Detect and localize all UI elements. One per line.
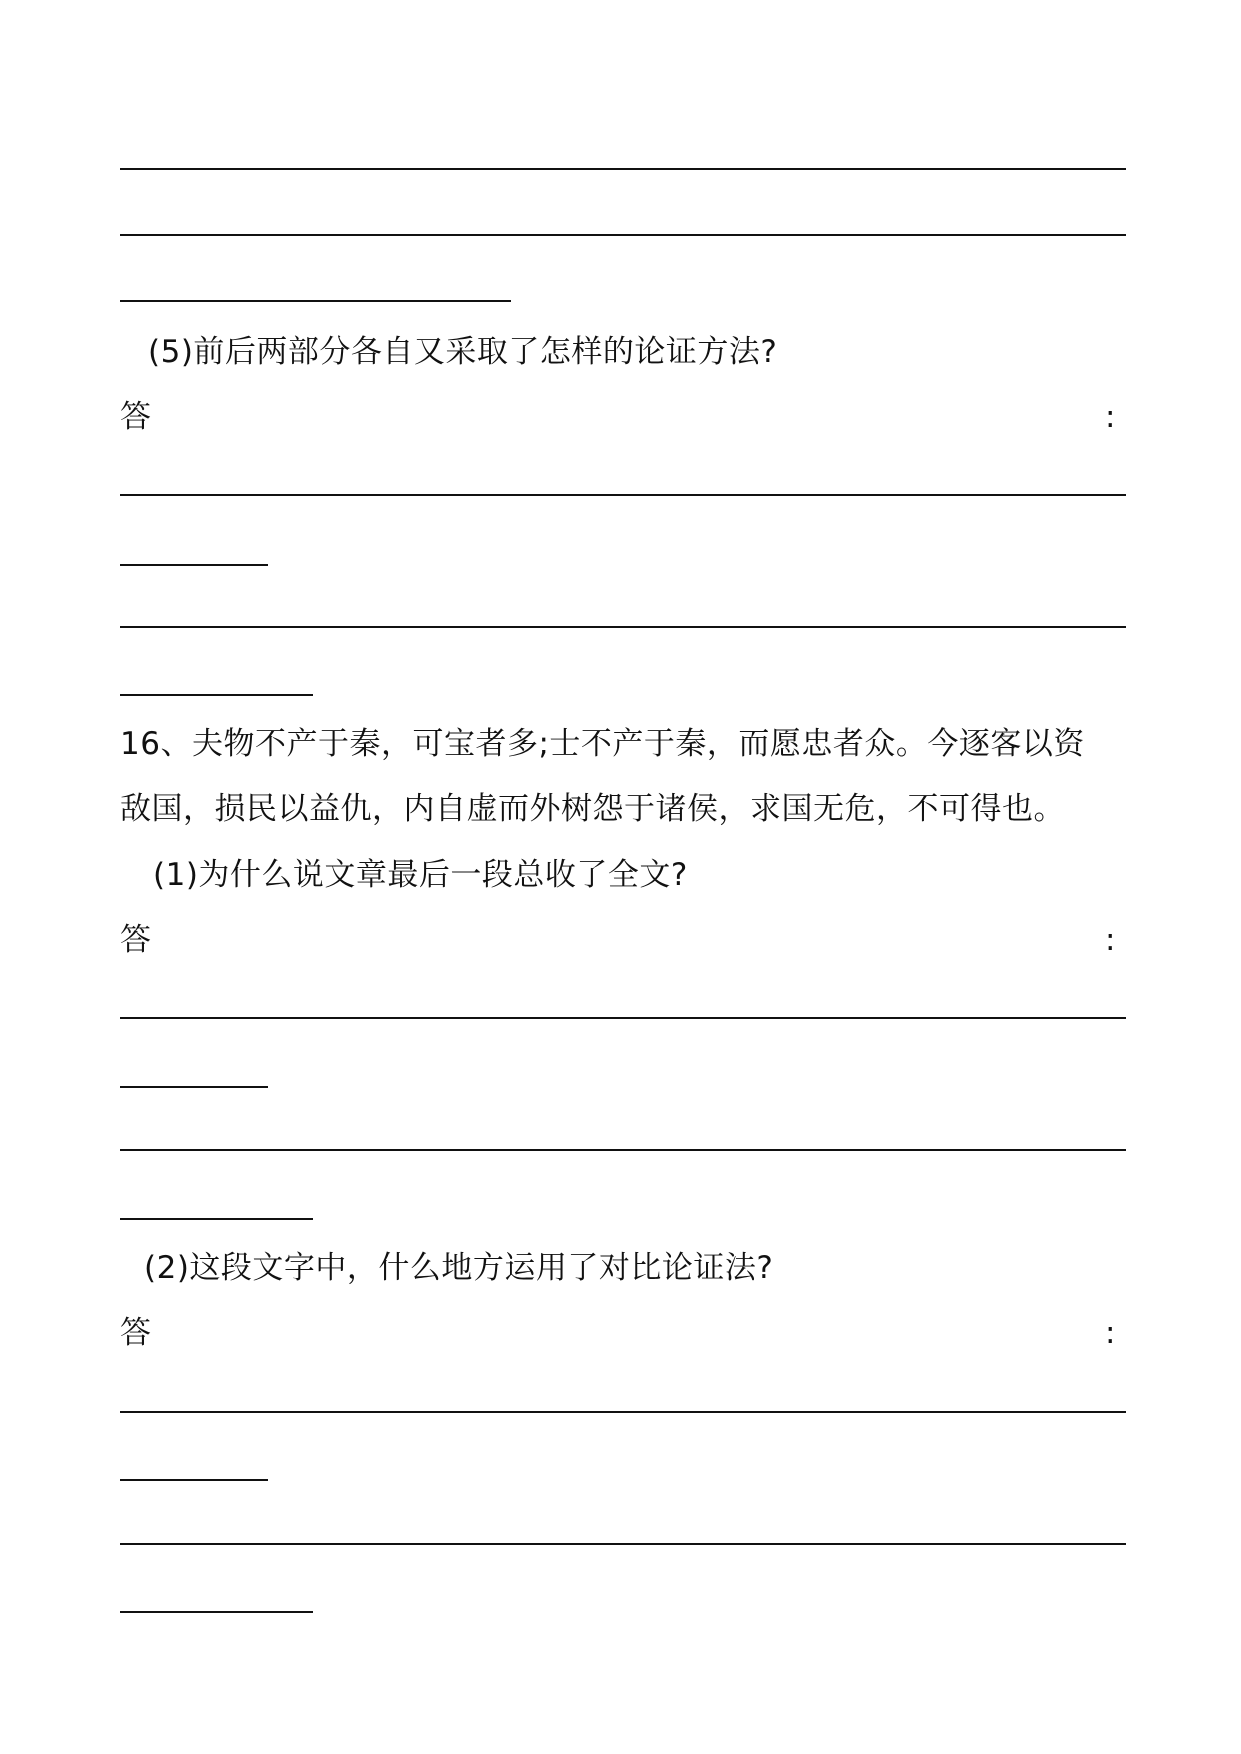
answer-line-short xyxy=(120,1218,313,1220)
answer-label: 答 xyxy=(120,1315,152,1351)
answer-line xyxy=(120,234,1126,236)
passage-line: 敌国，损民以益仇，内自虚而外树怨于诸侯，求国无危，不可得也。 xyxy=(120,791,1065,827)
answer-line-short xyxy=(120,1479,268,1481)
answer-colon: : xyxy=(1105,1315,1116,1351)
answer-colon: : xyxy=(1105,922,1116,958)
answer-colon: : xyxy=(1105,399,1116,435)
answer-line xyxy=(120,1149,1126,1151)
answer-line xyxy=(120,1411,1126,1413)
passage-line: 16、夫物不产于秦，可宝者多;士不产于秦，而愿忠者众。今逐客以资 xyxy=(120,726,1085,762)
question-2: (2)这段文字中，什么地方运用了对比论证法? xyxy=(144,1250,774,1286)
question-1: (1)为什么说文章最后一段总收了全文? xyxy=(153,857,688,893)
answer-line xyxy=(120,626,1126,628)
answer-label: 答 xyxy=(120,922,152,958)
answer-line xyxy=(120,1017,1126,1019)
answer-line-short xyxy=(120,564,268,566)
answer-line xyxy=(120,494,1126,496)
answer-line xyxy=(120,1543,1126,1545)
answer-label: 答 xyxy=(120,399,152,435)
question-5: (5)前后两部分各自又采取了怎样的论证方法? xyxy=(148,334,778,370)
answer-line xyxy=(120,168,1126,170)
answer-line-short xyxy=(120,300,511,302)
answer-line-short xyxy=(120,1611,313,1613)
answer-line-short xyxy=(120,1086,268,1088)
answer-line-short xyxy=(120,694,313,696)
